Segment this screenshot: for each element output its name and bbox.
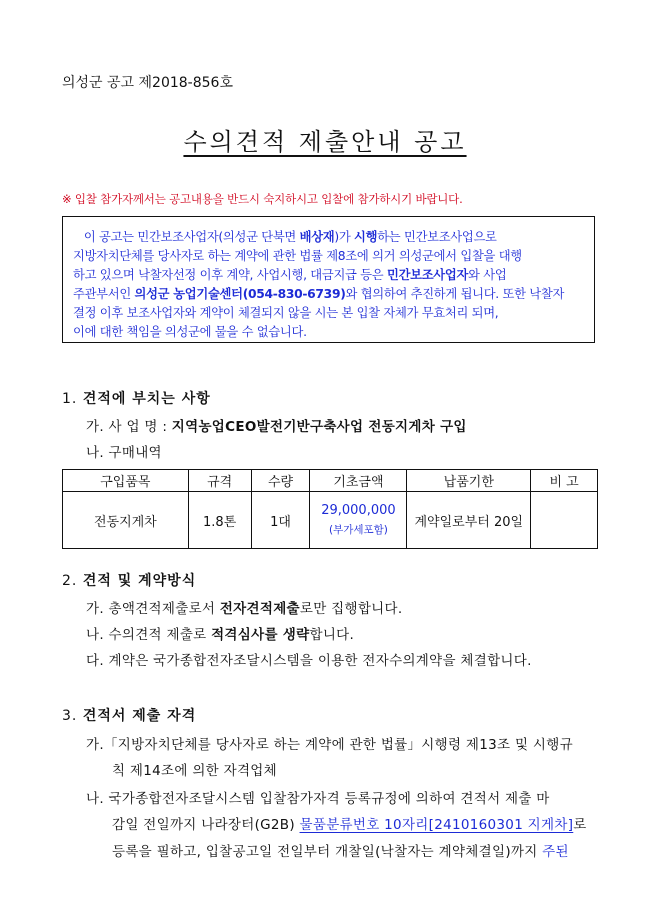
intro-line-1 [73,228,586,247]
header-item: 구입품목 [63,470,189,492]
header-deadline: 납품기한 [407,470,531,492]
intro-text: )가 [334,230,355,244]
cell-spec: 1.8톤 [188,492,251,549]
item-text: 합니다. [309,627,355,643]
intro-bold-text: 민간보조사업자 [386,268,469,282]
intro-line-4 [73,285,586,304]
section-title: 견적에 부치는 사항 [82,391,211,407]
red-notice: ※ 입찰 참가자께서는 공고내용을 반드시 숙지하시고 입찰에 참가하시기 바랍니다. [62,192,463,206]
intro-text: 하는 민간보조사업으로 [377,230,497,244]
cell-deadline: 계약일로부터 20일 [407,492,531,549]
intro-line-2: 지방자치단체를 당사자로 하는 계약에 관한 법률 제8조에 의거 의성군에서 입찰을 대행 [73,249,522,263]
table-row [63,492,598,549]
cell-qty: 1대 [251,492,310,549]
section-title: 견적 및 계약방식 [82,573,197,589]
intro-bold-name: 배상재 [299,230,335,244]
purchase-table [62,469,598,549]
section1-heading [62,388,211,408]
section-title: 견적서 제출 자격 [82,708,197,724]
intro-notice-box [62,216,595,343]
item-text: 가. 총액견적제출로서 [86,601,220,617]
header-qty: 수량 [251,470,310,492]
section-number: 2. [62,573,78,589]
header-spec: 규격 [188,470,251,492]
item-text: 나. 수의견적 제출로 [86,627,212,643]
document-number: 의성군 공고 제2018-856호 [62,75,233,91]
item-bold-text: 전자견적제출 [219,601,300,617]
table-header-row [63,470,598,492]
intro-text: 와 사업 [468,268,507,282]
item-text: 등록을 필하고, 입찰공고일 전일부터 개찰일(낙찰자는 계약체결일)까지 [112,844,543,860]
intro-line-6: 이에 대한 책임을 의성군에 물을 수 없습니다. [73,325,307,339]
section1-item-ga [86,415,467,435]
item-bold-text: 적격심사를 생략 [211,627,310,643]
section3-item-na-line3 [112,840,569,860]
section-number: 1. [62,391,78,407]
section3-item-na-line2 [112,813,587,833]
item-blue-text: 주된 [542,844,569,860]
amount-note: (부가세포함) [328,524,388,536]
intro-bold-text: 의성군 농업기술센터(054-830-6739) [134,287,346,301]
intro-line-3 [73,266,586,285]
section2-item-da: 다. 계약은 국가종합전자조달시스템을 이용한 전자수의계약을 체결합니다. [86,653,532,669]
section3-item-na-line1: 나. 국가종합전자조달시스템 입찰참가자격 등록규정에 의하여 견적서 제출 마 [86,791,550,807]
section1-item-na: 나. 구매내역 [86,445,162,461]
section2-item-ga [86,597,402,617]
cell-amount [310,492,407,549]
amount-value: 29,000,000 [321,503,396,518]
cell-item: 전동지게차 [63,492,189,549]
page-title [0,122,650,157]
project-name: 지역농업CEO발전기반구축사업 전동지게차 구입 [171,419,467,435]
section3-heading [62,705,196,725]
item-text: 로 [573,817,587,833]
cell-remark [531,492,598,549]
intro-line-5: 결정 이후 보조사업자와 계약이 체결되지 않을 시는 본 입찰 자체가 무효처리 되며, [73,306,499,320]
section2-item-na [86,623,354,643]
item-text: 로만 집행합니다. [299,601,403,617]
item-text: 감일 전일까지 나라장터(G2B) [112,817,300,833]
header-remark: 비 고 [531,470,598,492]
header-amount: 기초금액 [310,470,407,492]
title-text: 수의견적 제출안내 공고 [183,128,467,156]
intro-text: 하고 있으며 낙찰자선정 이후 계약, 사업시행, 대금지급 등은 [73,268,387,282]
intro-text: 와 협의하여 추진하게 됩니다. 또한 낙찰자 [345,287,565,301]
section2-heading [62,570,196,590]
item-label: 가. 사 업 명 : [86,419,172,435]
intro-bold-text: 시행 [354,230,378,244]
classification-number: 물품분류번호 10자리[2410160301 지게차] [299,817,574,833]
section3-item-ga-line2: 칙 제14조에 의한 자격업체 [112,763,277,779]
intro-text: 주관부서인 [73,287,135,301]
section3-item-ga-line1: 가.「지방자치단체를 당사자로 하는 계약에 관한 법률」시행령 제13조 및 시행규 [86,737,573,753]
section-number: 3. [62,708,78,724]
intro-text: 이 공고는 민간보조사업자(의성군 단북면 [83,230,300,244]
